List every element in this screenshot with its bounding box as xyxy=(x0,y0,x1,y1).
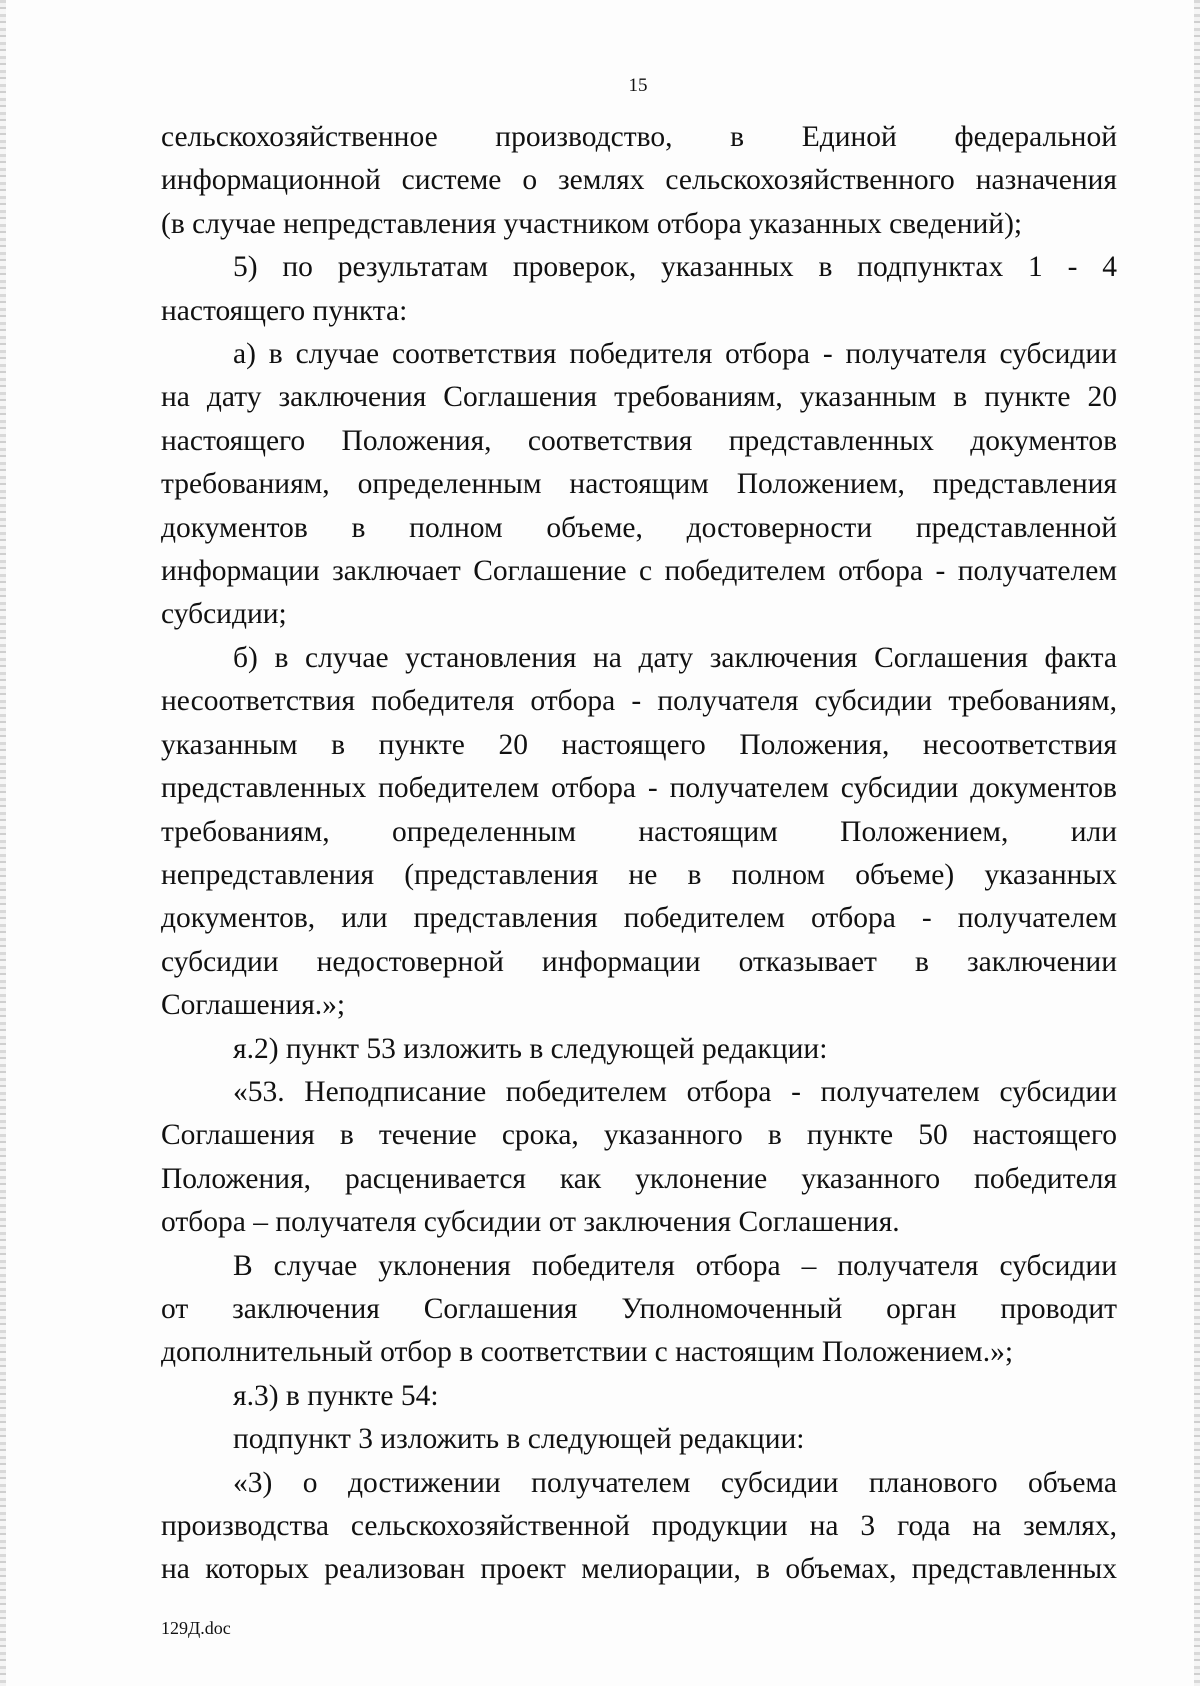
paragraph-continuation xyxy=(161,116,1117,246)
text-line: я.2) пункт 53 изложить в следующей редакции: xyxy=(233,1032,828,1065)
text-line: субсидии недостоверной информации отказывает в заключении xyxy=(161,945,1117,978)
paragraph-subitem-3 xyxy=(161,1462,1117,1592)
text-line: на дату заключения Соглашения требованиям, указанным в пункте 20 xyxy=(161,381,1117,414)
text-line: отбора – получателя субсидии от заключения Соглашения. xyxy=(161,1206,900,1239)
scan-edge-right xyxy=(1194,0,1200,1686)
text-line: документов в полном объеме, достоверности представленной xyxy=(161,511,1117,544)
paragraph-item-b xyxy=(161,637,1117,1028)
paragraph-clause-53 xyxy=(161,1071,1117,1245)
text-line: Положения, расценивается как уклонение указанного победителя xyxy=(161,1162,1117,1195)
text-line: информации заключает Соглашение с победителем отбора - получателем xyxy=(161,555,1117,588)
text-line: «53. Неподписание победителем отбора - получателем субсидии xyxy=(233,1075,1117,1108)
paragraph-ya-3 xyxy=(161,1375,1117,1418)
text-line: я.3) в пункте 54: xyxy=(233,1379,439,1412)
text-line: производства сельскохозяйственной продукции на 3 года на землях, xyxy=(161,1510,1117,1542)
text-line: от заключения Соглашения Уполномоченный орган проводит xyxy=(161,1292,1117,1325)
text-line: сельскохозяйственное производство, в Единой федеральной xyxy=(161,121,1117,153)
text-line: информационной системе о землях сельскохозяйственного назначения xyxy=(161,164,1117,197)
text-line: на которых реализован проект мелиорации, в объемах, представленных xyxy=(161,1553,1117,1586)
text-line: настоящего Положения, соответствия представленных документов xyxy=(161,424,1117,457)
paragraph-item-5 xyxy=(161,246,1117,333)
text-line: документов, или представления победителем отбора - получателем xyxy=(161,902,1117,935)
page-number: 15 xyxy=(628,75,648,96)
text-line: подпункт 3 изложить в следующей редакции: xyxy=(233,1423,805,1456)
document-filename-footer: 129Д.doc xyxy=(161,1618,231,1638)
text-line: Соглашения в течение срока, указанного в пункте 50 настоящего xyxy=(161,1119,1117,1152)
document-body xyxy=(161,116,1117,1592)
text-line: Соглашения.»; xyxy=(161,989,346,1022)
text-line: непредставления (представления не в полном объеме) указанных xyxy=(161,858,1117,891)
text-line: требованиям, определенным настоящим Положением, или xyxy=(161,815,1117,848)
text-line: субсидии; xyxy=(161,598,287,631)
text-line: 5) по результатам проверок, указанных в подпунктах 1 - 4 xyxy=(233,251,1117,284)
text-line: несоответствия победителя отбора - получателя субсидии требованиям, xyxy=(161,685,1117,718)
text-line: а) в случае соответствия победителя отбора - получателя субсидии xyxy=(233,338,1117,371)
text-line: «3) о достижении получателем субсидии планового объема xyxy=(233,1466,1117,1499)
paragraph-subitem-3-intro xyxy=(161,1418,1117,1461)
text-line: представленных победителем отбора - получателем субсидии документов xyxy=(161,772,1117,805)
paragraph-evasion xyxy=(161,1245,1117,1375)
text-line: требованиям, определенным настоящим Положением, представления xyxy=(161,468,1117,501)
paragraph-item-a xyxy=(161,333,1117,637)
text-line: настоящего пункта: xyxy=(161,294,408,327)
text-line: (в случае непредставления участником отбора указанных сведений); xyxy=(161,207,1023,240)
text-line: В случае уклонения победителя отбора – получателя субсидии xyxy=(233,1249,1117,1282)
text-line: дополнительный отбор в соответствии с настоящим Положением.»; xyxy=(161,1336,1014,1369)
paragraph-ya-2 xyxy=(161,1028,1117,1071)
text-line: б) в случае установления на дату заключения Соглашения факта xyxy=(233,641,1117,674)
scan-edge-left xyxy=(0,0,6,1686)
text-line: указанным в пункте 20 настоящего Положения, несоответствия xyxy=(161,728,1117,761)
